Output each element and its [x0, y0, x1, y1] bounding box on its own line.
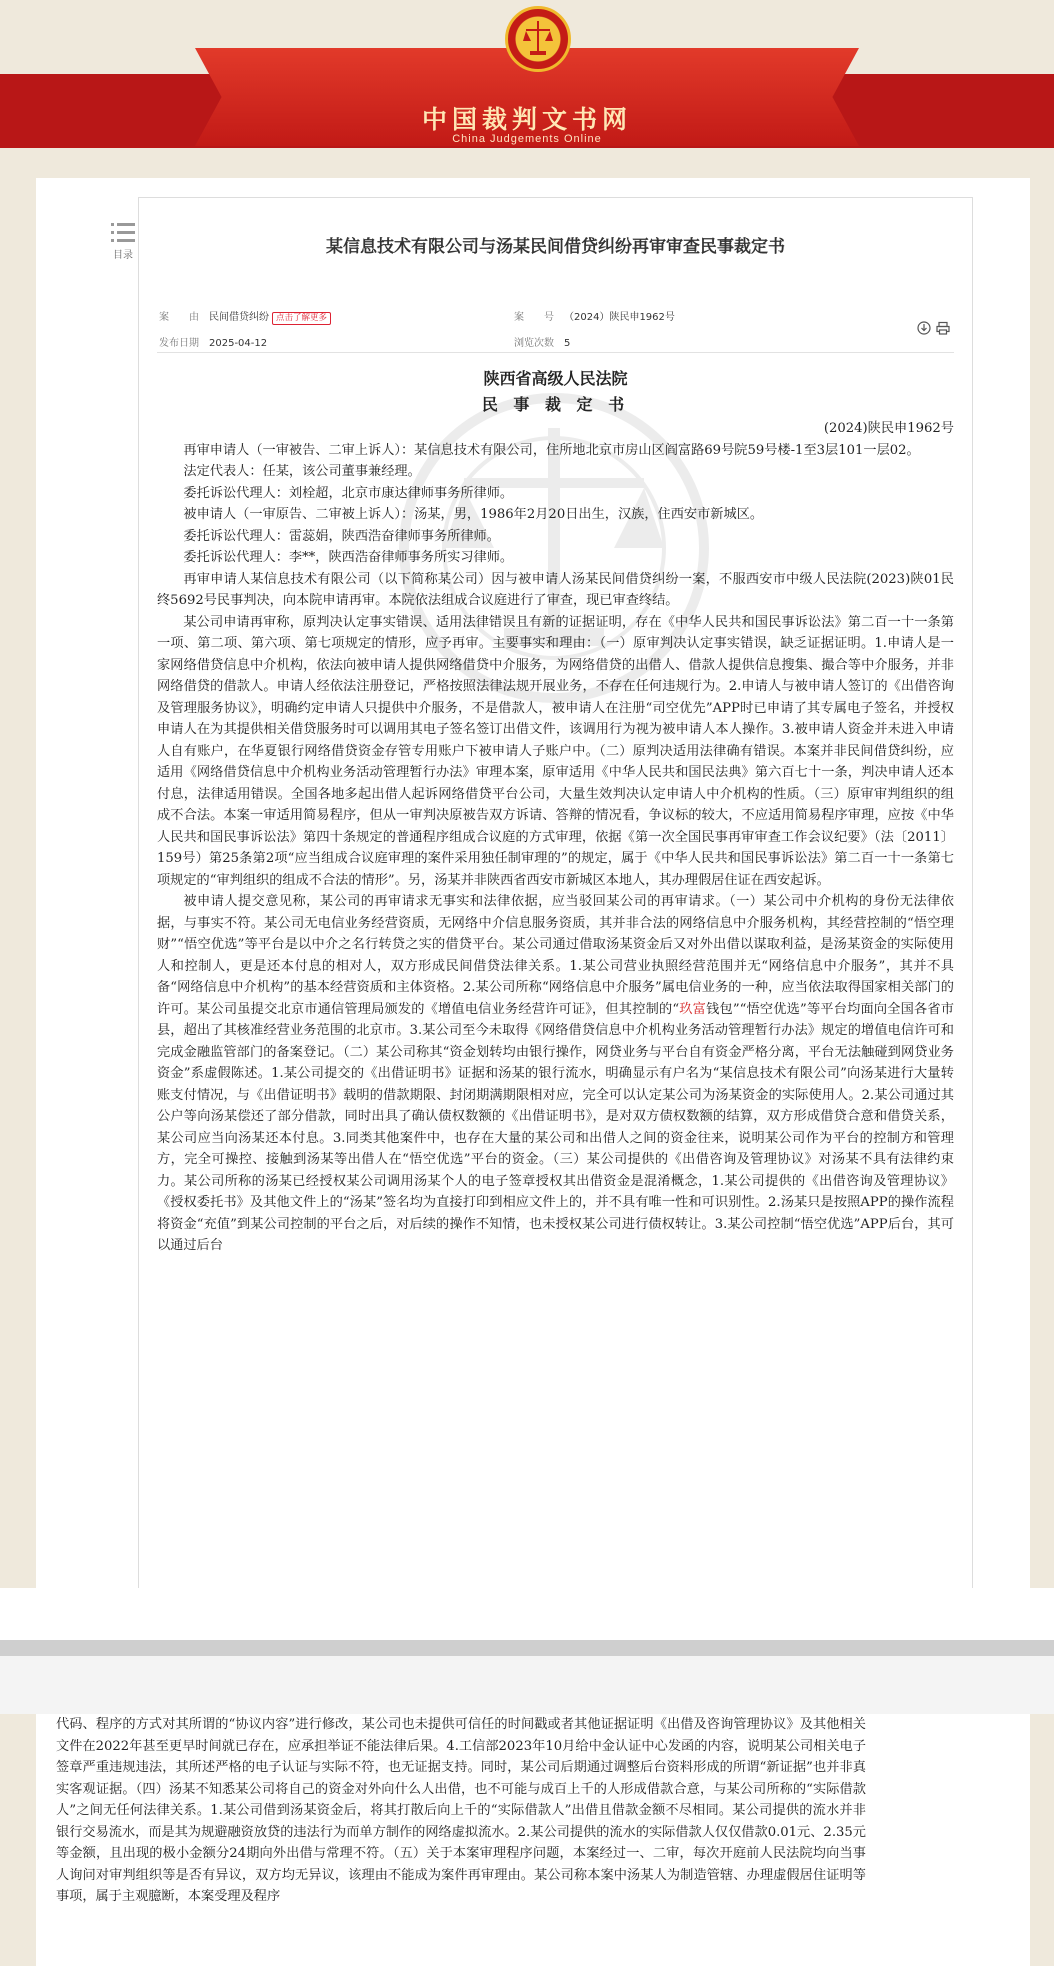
learn-more-button[interactable]: 点击了解更多 — [272, 312, 331, 325]
paragraph-respondent: 被申请人（一审原告、二审被上诉人）：汤某，男，1986年2月20日出生，汉族，住西安市新城区。 — [183, 507, 764, 522]
paragraph-respondent-opinion — [157, 891, 954, 1257]
site-subtitle: China Judgements Online — [452, 133, 602, 145]
court-name: 陕西省高级人民法院 — [483, 369, 628, 388]
list-icon — [111, 222, 135, 244]
document-body-page-2 — [56, 1714, 866, 1908]
case-number: (2024)陕民申1962号 — [823, 421, 954, 436]
meta-date-value: 2025-04-12 — [209, 338, 268, 349]
paragraph-respondent-opinion-b: 钱包”“悟空优选”等平台均面向全国各省市县，超出了其核准经营业务范围的北京市。3.某公司至今未取得《网络借贷信息中介机构业务活动管理暂行办法》规定的增值电信许可和完成金融监管部门的备案登记。（二）某公司称其“资金划转均由银行操作，网贷业务与平台自有资金严格分离，平台无法触碰到网贷业务资金”系虚假陈述。1.某公司提交的《出借证明书》证据和汤某的银行流水，明确显示有户名为“某信息技术有限公司”向汤某进行大量转账支付情况，与《出借证明书》载明的借款期限、封闭期满期限相对应，完全可以认定某公司为汤某资金的实际使用人。2.某公司通过其公户等向汤某偿还了部分借款，同时出具了确认债权数额的《出借证明书》，是对双方债权数额的结算，双方形成借贷合意和借贷关系，某公司应当向汤某还本付息。3.同类其他案件中，也存在大量的某公司和出借人之间的资金往来，说明某公司作为平台的控制方和管理方，完全可操控、接触到汤某等出借人在“悟空优选”平台的资金。（三）某公司提供的《出借咨询及管理协议》对汤某不具有法律约束力。某公司所称的汤某已经授权某公司调用汤某个人的电子签章授权其出借资金是混淆概念，1.某公司提供的《出借咨询及管理协议》《授权委托书》及其他文件上的“汤某”签名均为直接打印到相应文件上的，并不具有唯一性和可识别性。2.汤某只是按照APP的操作流程将资金“充值”到某公司控制的平台之后，对后续的操作不知情，也未授权某公司进行债权转让。3.某公司控制“悟空优选”APP后台，其可以通过后台 — [157, 1001, 954, 1253]
meta-date — [159, 334, 267, 349]
meta-case-no-label: 案 号 — [514, 312, 554, 323]
meta-views — [514, 334, 570, 349]
document-type: 民 事 裁 定 书 — [481, 395, 630, 414]
highlighted-term: 玖富 — [679, 1001, 707, 1017]
meta-case-no-value: （2024）陕民申1962号 — [564, 312, 675, 323]
meta-views-label: 浏览次数 — [514, 338, 554, 349]
document-panel — [138, 197, 973, 1588]
paragraph-legal-rep: 法定代表人：任某，该公司董事兼经理。 — [183, 464, 421, 479]
document-page-2 — [36, 1714, 1030, 1966]
paragraph-continued: 代码、程序的方式对其所谓的“协议内容”进行修改，某公司也未提供可信任的时间戳或者其他证据证明《出借及咨询管理协议》及其他相关文件在2022年甚至更早时间就已存在，应承担举证不能法律后果。4.工信部2023年10月给中金认证中心发函的内容，说明某公司相关电子签章严重违规违法，其所述严格的电子认证与实际不符，也无证据支持。同时，某公司后期通过调整后台资料形成的所谓“新证据”也并非真实客观证据。（四）汤某不知悉某公司将自己的资金对外向什么人出借，也不可能与成百上千的人形成借款合意，与某公司所称的“实际借款人”之间无任何法律关系。1.某公司借到汤某资金后，将其打散后向上千的“实际借款人”出借且借款金额不尽相同。某公司提供的流水并非银行交易流水，而是其为规避融资放贷的违法行为而单方制作的网络虚拟流水。2.某公司提供的流水的实际借款人仅仅借款0.01元、2.35元等金额，且出现的极小金额分24期向外出借与常理不符。（五）关于本案审理程序问题，本案经过一、二审，每次开庭前人民法院均向当事人询问对审判组织等是否有异议，双方均无异议，该理由不能成为案件再审理由。某公司称本案中汤某人为制造管辖、办理虚假居住证明等事项，属于主观臆断，本案受理及程序 — [56, 1717, 866, 1904]
paragraph-applicant: 再审申请人（一审被告、二审上诉人）：某信息技术有限公司，住所地北京市房山区阎富路69号院59号楼-1至3层101一层02。 — [183, 442, 920, 458]
meta-cause — [159, 308, 331, 325]
document-actions — [917, 320, 950, 339]
paragraph-applicant-claims: 某公司申请再审称，原判决认定事实错误、适用法律错误且有新的证据证明，存在《中华人民共和国民事诉讼法》第二百一十一条第一项、第二项、第六项、第七项规定的情形，应予再审。主要事实和理由：（一）原审判决认定事实错误，缺乏证据证明。1.申请人是一家网络借贷信息中介机构，依法向被申请人提供网络借贷中介服务，为网络借贷的出借人、借款人提供信息搜集、撮合等中介服务，并非网络借贷的借款人。申请人经依法注册登记，严格按照法律法规开展业务，不存在任何违规行为。2.申请人与被申请人签订的《出借咨询及管理服务协议》，明确约定申请人只提供中介服务，不是借款人，被申请人在注册“司空优先”APP时已申请了其专属电子签名，并授权申请人在为其提供相关借贷服务时可以调用其电子签名签订出借文件，该调用行为视为被申请人本人操作。3.被申请人资金并未进入申请人自有账户，在华夏银行网络借贷资金存管专用账户下被申请人子账户中。（二）原判决适用法律确有错误。本案并非民间借贷纠纷，应适用《网络借贷信息中介机构业务活动管理暂行办法》审理本案，原审适用《中华人民共和国民法典》第六百七十一条，判决申请人还本付息，法律适用错误。全国各地多起出借人起诉网络借贷平台公司，大量生效判决认定申请人中介机构的性质。（三）原审审判组织的组成不合法。本案一审适用简易程序，但从一审判决原被告双方诉请、答辩的情况看，争议标的较大，不应适用简易程序审理，应按《中华人民共和国民事诉讼法》第四十条规定的普通程序组成合议庭的方式审理，依据《第一次全国民事再审审查工作会议纪要》（法〔2011〕159号）第25条第2项“应当组成合议庭审理的案件采用独任制审理的”的规定，属于《中华人民共和国民事诉讼法》第二百一十一条第七项规定的“审判组织的组成不合法的情形”。另，汤某并非陕西省西安市新城区本地人，其办理假居住证在西安起诉。 — [157, 614, 954, 888]
paragraph-agent-2: 委托诉讼代理人：雷蕊娟，陕西浩奋律师事务所律师。 — [183, 528, 500, 544]
court-emblem-icon — [505, 6, 571, 72]
document-body — [157, 418, 954, 1257]
paragraph-agent-1: 委托诉讼代理人：刘栓超，北京市康达律师事务所律师。 — [183, 485, 514, 501]
page-separator-bar — [0, 1640, 1054, 1656]
site-banner — [0, 0, 1054, 150]
toc-label: 目录 — [113, 250, 133, 261]
paragraph-respondent-opinion-a: 被申请人提交意见称，某公司的再审请求无事实和法律依据，应当驳回某公司的再审请求。（一）某公司中介机构的身份无法律依据，与事实不符。某公司无电信业务经营资质，无网络中介信息服务资质，其并非合法的网络信息中介服务机构，其经营控制的“悟空理财”“悟空优选”等平台是以中介之名行转贷之实的借贷平台。某公司通过借取汤某资金后又对外出借以谋取利益，是汤某资金的实际使用人和控制人，更是还本付息的相对人，双方形成民间借贷法律关系。1.某公司营业执照经营范围并无“网络信息中介服务”，其并不具备“网络信息中介机构”的基本经营资质和主体资格。2.某公司所称“网络信息中介服务”属电信业务的一种，应当依法取得国家相关部门的许可。某公司虽提交北京市通信管理局颁发的《增值电信业务经营许可证》，但其控制的“ — [157, 894, 954, 1017]
meta-views-value: 5 — [564, 338, 571, 349]
paragraph-agent-3: 委托诉讼代理人：李**，陕西浩奋律师事务所实习律师。 — [183, 550, 514, 565]
meta-case-no — [514, 308, 675, 323]
document-title: 某信息技术有限公司与汤某民间借贷纠纷再审审查民事裁定书 — [326, 237, 785, 257]
print-icon[interactable] — [936, 321, 950, 335]
page-gap — [0, 1588, 1054, 1640]
meta-date-label: 发布日期 — [159, 338, 199, 349]
page-gap-lower — [0, 1656, 1054, 1714]
meta-cause-value[interactable]: 民间借贷纠纷 — [209, 312, 269, 323]
paragraph-case-intro: 再审申请人某信息技术有限公司（以下简称某公司）因与被申请人汤某民间借贷纠纷一案，不服西安市中级人民法院(2023)陕01民终5692号民事判决，向本院申请再审。本院依法组成合议庭进行了审查，现已审查终结。 — [157, 571, 954, 608]
meta-cause-label: 案 由 — [159, 312, 199, 323]
toc-button[interactable] — [106, 222, 140, 261]
site-title[interactable]: 中国裁判文书网 — [421, 105, 632, 134]
download-icon[interactable] — [917, 321, 931, 335]
